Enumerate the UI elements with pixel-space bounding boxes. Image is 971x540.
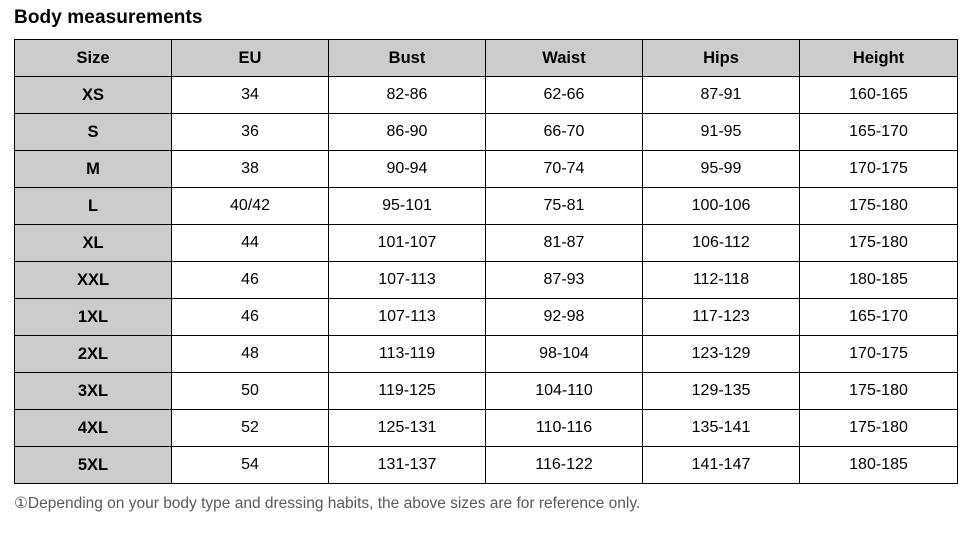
column-header-eu: EU — [172, 40, 329, 77]
cell-height: 175-180 — [800, 225, 958, 262]
cell-waist: 116-122 — [486, 447, 643, 484]
cell-waist: 66-70 — [486, 114, 643, 151]
cell-waist: 75-81 — [486, 188, 643, 225]
cell-eu: 36 — [172, 114, 329, 151]
cell-height: 175-180 — [800, 188, 958, 225]
cell-bust: 131-137 — [329, 447, 486, 484]
cell-eu: 52 — [172, 410, 329, 447]
cell-height: 170-175 — [800, 151, 958, 188]
cell-height: 170-175 — [800, 336, 958, 373]
cell-size: M — [15, 151, 172, 188]
cell-eu: 46 — [172, 262, 329, 299]
cell-waist: 110-116 — [486, 410, 643, 447]
cell-hips: 106-112 — [643, 225, 800, 262]
cell-size: 2XL — [15, 336, 172, 373]
table-row — [15, 410, 958, 447]
cell-waist: 98-104 — [486, 336, 643, 373]
column-header-bust: Bust — [329, 40, 486, 77]
cell-waist: 87-93 — [486, 262, 643, 299]
cell-bust: 107-113 — [329, 262, 486, 299]
column-header-waist: Waist — [486, 40, 643, 77]
table-row — [15, 77, 958, 114]
cell-eu: 54 — [172, 447, 329, 484]
cell-bust: 101-107 — [329, 225, 486, 262]
cell-size: 4XL — [15, 410, 172, 447]
table-row — [15, 262, 958, 299]
table-row — [15, 225, 958, 262]
table-row — [15, 373, 958, 410]
cell-size: 5XL — [15, 447, 172, 484]
cell-eu: 46 — [172, 299, 329, 336]
cell-hips: 112-118 — [643, 262, 800, 299]
body-measurements-table — [14, 39, 958, 484]
cell-waist: 104-110 — [486, 373, 643, 410]
cell-bust: 82-86 — [329, 77, 486, 114]
cell-waist: 81-87 — [486, 225, 643, 262]
cell-bust: 119-125 — [329, 373, 486, 410]
cell-bust: 113-119 — [329, 336, 486, 373]
table-row — [15, 188, 958, 225]
cell-waist: 92-98 — [486, 299, 643, 336]
cell-eu: 44 — [172, 225, 329, 262]
column-header-hips: Hips — [643, 40, 800, 77]
cell-size: 1XL — [15, 299, 172, 336]
cell-size: L — [15, 188, 172, 225]
footnote-text: ①Depending on your body type and dressing habits, the above sizes are for reference only. — [14, 495, 641, 512]
table-row — [15, 447, 958, 484]
column-header-height: Height — [800, 40, 958, 77]
cell-eu: 40/42 — [172, 188, 329, 225]
cell-height: 180-185 — [800, 262, 958, 299]
cell-eu: 48 — [172, 336, 329, 373]
cell-eu: 34 — [172, 77, 329, 114]
cell-bust: 107-113 — [329, 299, 486, 336]
cell-height: 165-170 — [800, 114, 958, 151]
cell-hips: 91-95 — [643, 114, 800, 151]
table-row — [15, 299, 958, 336]
column-header-size: Size — [15, 40, 172, 77]
table-row — [15, 151, 958, 188]
cell-size: XXL — [15, 262, 172, 299]
cell-hips: 117-123 — [643, 299, 800, 336]
table-row — [15, 336, 958, 373]
cell-hips: 123-129 — [643, 336, 800, 373]
table-row — [15, 114, 958, 151]
cell-bust: 95-101 — [329, 188, 486, 225]
cell-height: 180-185 — [800, 447, 958, 484]
cell-height: 175-180 — [800, 373, 958, 410]
cell-bust: 90-94 — [329, 151, 486, 188]
cell-height: 165-170 — [800, 299, 958, 336]
cell-hips: 95-99 — [643, 151, 800, 188]
cell-eu: 50 — [172, 373, 329, 410]
cell-hips: 87-91 — [643, 77, 800, 114]
cell-hips: 129-135 — [643, 373, 800, 410]
cell-hips: 141-147 — [643, 447, 800, 484]
cell-waist: 62-66 — [486, 77, 643, 114]
cell-size: XS — [15, 77, 172, 114]
cell-hips: 135-141 — [643, 410, 800, 447]
table-header-row — [15, 40, 958, 77]
page-title: Body measurements — [14, 7, 203, 28]
cell-height: 175-180 — [800, 410, 958, 447]
cell-bust: 86-90 — [329, 114, 486, 151]
cell-waist: 70-74 — [486, 151, 643, 188]
cell-hips: 100-106 — [643, 188, 800, 225]
cell-bust: 125-131 — [329, 410, 486, 447]
cell-size: XL — [15, 225, 172, 262]
cell-size: 3XL — [15, 373, 172, 410]
cell-height: 160-165 — [800, 77, 958, 114]
cell-size: S — [15, 114, 172, 151]
cell-eu: 38 — [172, 151, 329, 188]
